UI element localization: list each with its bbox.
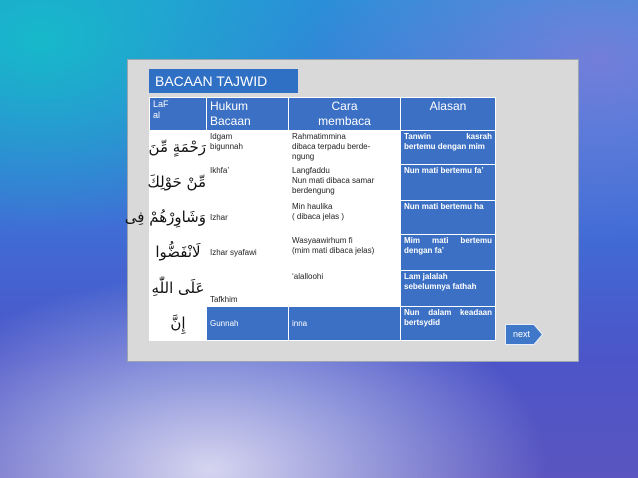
- hukum-cell: Idgam bigunnah: [207, 131, 289, 165]
- hukum-cell: Gunnah: [207, 307, 289, 341]
- alasan-cell: Nun mati bertemu fa’: [401, 165, 496, 201]
- table-row: [150, 307, 496, 341]
- table-row: [150, 271, 496, 307]
- header-alasan: Alasan: [401, 98, 496, 131]
- next-button[interactable]: [505, 324, 543, 345]
- lafal-cell: [150, 235, 207, 271]
- cara-cell: Langfaddu Nun mati dibaca samar berdengung: [289, 165, 401, 201]
- alasan-cell: Nun mati bertemu ha: [401, 201, 496, 235]
- arabic-text: وَشَاوِرْهُمْ فِى: [124, 208, 206, 227]
- table-header-row: [150, 98, 496, 131]
- cara-cell: Wasyaawirhum fi (mim mati dibaca jelas): [289, 235, 401, 271]
- hukum-cell: Izhar syafawi: [207, 235, 289, 271]
- arabic-text: رَحْمَةٍ مِّنَ: [148, 138, 206, 157]
- arabic-text: عَلَى اللّٰهِ: [151, 279, 205, 298]
- lafal-cell: [150, 131, 207, 165]
- cara-cell: inna: [289, 307, 401, 341]
- header-cara: Cara membaca: [289, 98, 401, 131]
- lafal-cell: [150, 307, 207, 341]
- cara-cell: ‘alalloohi: [289, 271, 401, 307]
- hukum-cell: Izhar: [207, 201, 289, 235]
- lafal-cell: [150, 271, 207, 307]
- arabic-text: إِنَّ: [170, 314, 186, 333]
- tajwid-table: [124, 97, 496, 341]
- table-row: [150, 131, 496, 165]
- cara-cell: Rahmatimmina dibaca terpadu berde- ngung: [289, 131, 401, 165]
- lafal-cell: [124, 201, 207, 235]
- table-row: [150, 201, 496, 235]
- header-hukum: Hukum Bacaan: [207, 98, 289, 131]
- table-row: [150, 165, 496, 201]
- alasan-cell: Nun dalam keadaan bertsydid: [401, 307, 496, 341]
- hukum-text: Tafkhim: [210, 295, 238, 304]
- table-row: [150, 235, 496, 271]
- hukum-cell: Ikhfa’: [207, 165, 289, 201]
- header-lafal: LaF al: [150, 98, 207, 131]
- alasan-cell: Lam jalalah sebelumnya fathah: [401, 271, 496, 307]
- hukum-cell: [207, 271, 289, 307]
- arabic-text: لَانْفَضُّوا: [155, 243, 201, 262]
- next-label: next: [513, 329, 531, 339]
- arabic-text: مِّنْ حَوْلِكَ: [147, 173, 206, 192]
- lafal-cell: [147, 165, 207, 201]
- alasan-cell: Tanwin kasrah bertemu dengan mim: [401, 131, 496, 165]
- alasan-cell: Mim mati bertemu dengan fa’: [401, 235, 496, 271]
- cara-cell: Min haulika ( dibaca jelas ): [289, 201, 401, 235]
- page-title: BACAAN TAJWID: [149, 69, 298, 93]
